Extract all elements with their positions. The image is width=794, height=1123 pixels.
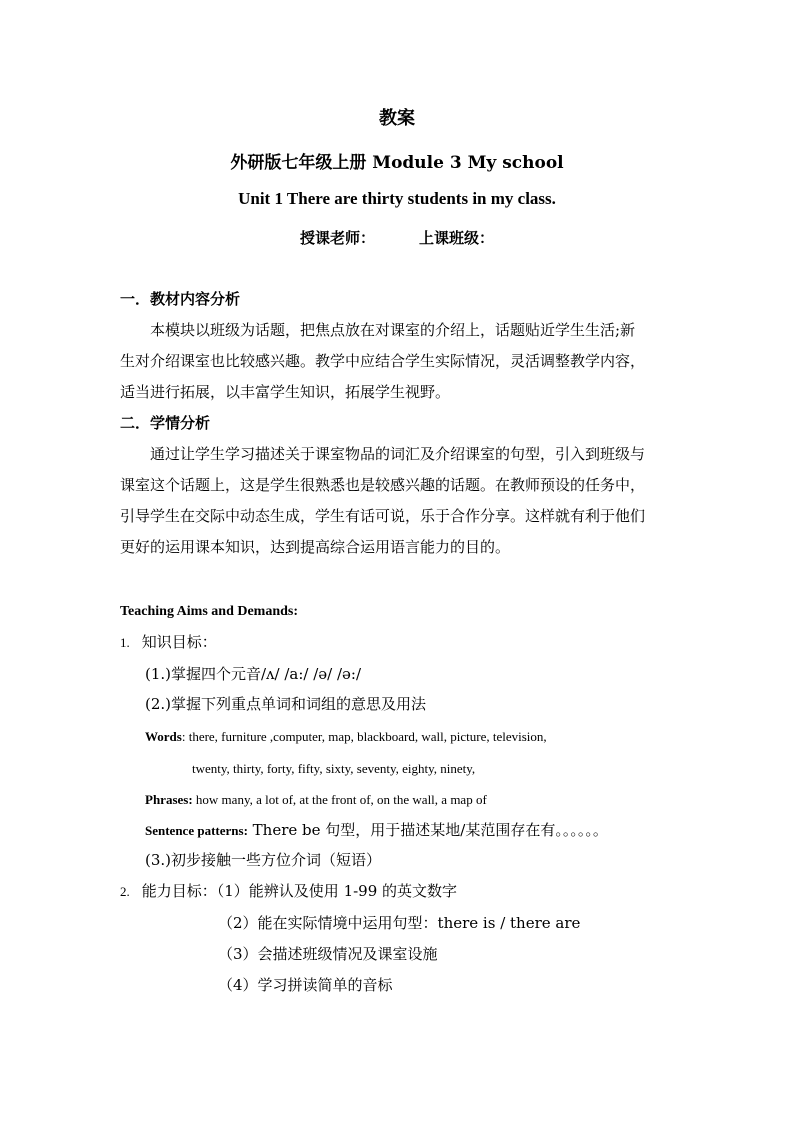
section2-line-4: 更好的运用课本知识，达到提高综合运用语言能力的目的。 xyxy=(120,538,511,556)
words-list-2: twenty, thirty, forty, fifty, sixty, seventy, eighty, ninety, xyxy=(192,761,476,776)
section1-paragraph xyxy=(120,315,676,408)
phrases-line xyxy=(145,790,487,810)
sentence-label: Sentence patterns: xyxy=(145,823,248,838)
ability-3: （3）会描述班级情况及课室设施 xyxy=(218,945,438,963)
sentence-text: There be 句型，用于描述某地/某范围存在有。。。。。。 xyxy=(247,821,608,839)
class-label: 上课班级： xyxy=(419,229,495,247)
section1-heading: 一．教材内容分析 xyxy=(120,290,241,308)
aims-heading: Teaching Aims and Demands: xyxy=(120,604,299,619)
unit-title: Unit 1 There are thirty students in my class. xyxy=(238,189,556,208)
phrases-label: Phrases: xyxy=(145,792,193,807)
item1-number: 1. xyxy=(120,635,130,650)
section2-heading: 二．学情分析 xyxy=(120,414,211,432)
sentence-line xyxy=(145,820,608,841)
aims-item-2 xyxy=(120,881,457,902)
doc-title: 教案 xyxy=(379,108,415,129)
section2-line-2: 课室这个话题上，这是学生很熟悉也是较感兴趣的话题。在教师预设的任务中， xyxy=(120,476,646,494)
words-line-1 xyxy=(145,727,547,747)
aims-sub-1: (1.)掌握四个元音/ʌ/ /a:/ /ə/ /ə:/ xyxy=(145,665,362,683)
ability-4: （4）学习拼读简单的音标 xyxy=(218,976,393,994)
section1-line-1: 本模块以班级为话题，把焦点放在对课室的介绍上，话题贴近学生生活;新 xyxy=(150,321,636,339)
phrases-list: how many, a lot of, at the front of, on the wall, a map of xyxy=(192,792,487,807)
item1-label: 知识目标： xyxy=(141,633,217,651)
words-list-1: : there, furniture ,computer, map, blackboard, wall, picture, television, xyxy=(181,729,547,744)
item2-label: 能力目标：（1）能辨认及使用 1-99 的英文数字 xyxy=(141,882,458,900)
aims-sub-3: (3.)初步接触一些方位介词（短语） xyxy=(145,851,382,869)
item2-number: 2. xyxy=(120,884,130,899)
section1-line-2: 生对介绍课室也比较感兴趣。教学中应结合学生实际情况，灵活调整教学内容， xyxy=(120,352,646,370)
section1-line-3: 适当进行拓展，以丰富学生知识，拓展学生视野。 xyxy=(120,383,451,401)
aims-item-1 xyxy=(120,632,217,653)
section2-line-3: 引导学生在交际中动态生成，学生有话可说，乐于合作分享。这样就有利于他们 xyxy=(120,507,646,525)
aims-sub-2: (2.)掌握下列重点单词和词组的意思及用法 xyxy=(145,695,427,713)
section2-paragraph xyxy=(120,439,676,563)
ability-2: （2）能在实际情境中运用句型：there is / there are xyxy=(218,914,581,932)
words-label: Words xyxy=(145,729,182,744)
teacher-label: 授课老师： xyxy=(299,229,375,247)
doc-subtitle: 外研版七年级上册 Module 3 My school xyxy=(230,153,564,173)
section2-line-1: 通过让学生学习描述关于课室物品的词汇及介绍课室的句型，引入到班级与 xyxy=(150,445,646,463)
teacher-class-line xyxy=(0,227,794,248)
